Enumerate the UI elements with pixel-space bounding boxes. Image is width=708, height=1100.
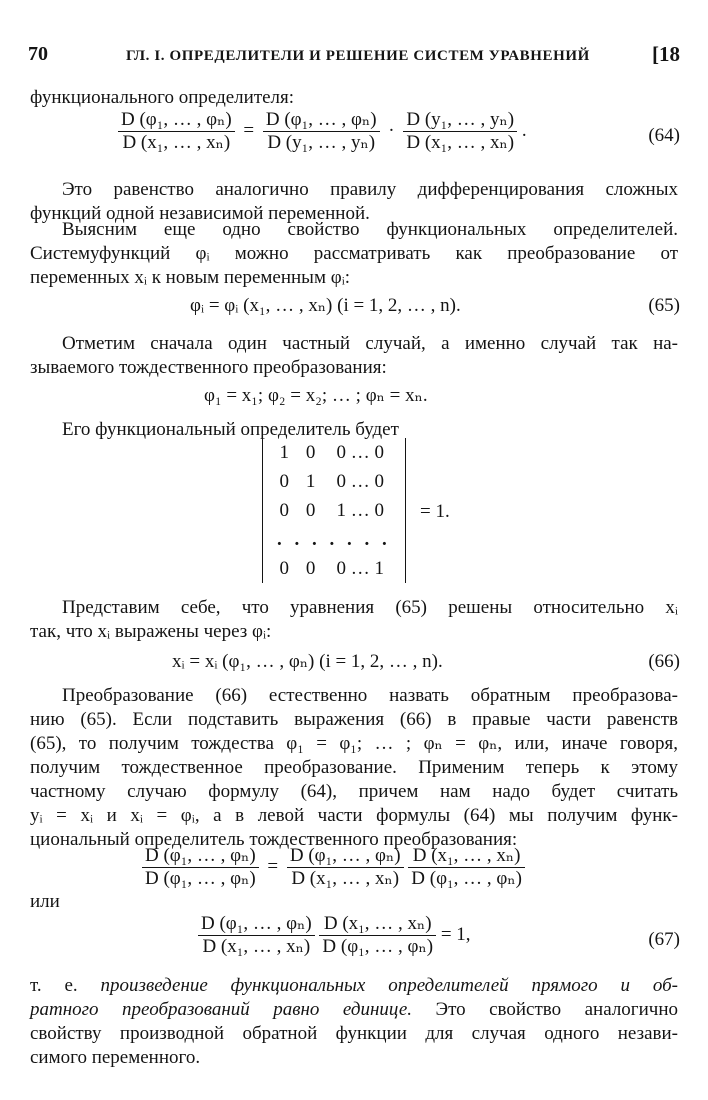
det-cell: 0 bbox=[279, 557, 289, 579]
equation-65: φᵢ = φᵢ (x₁, … , xₙ) (i = 1, 2, … , n). bbox=[190, 295, 461, 316]
fraction bbox=[118, 110, 235, 153]
denominator: D (x₁, … , xₙ) bbox=[291, 868, 400, 889]
det-cell: 0 bbox=[305, 499, 316, 521]
det-cell: 0 bbox=[279, 499, 289, 521]
numerator: D (φ₁, … , φₙ) bbox=[263, 110, 380, 132]
italic-statement: ратного преобразований равно единице. bbox=[30, 999, 413, 1020]
text-line: Системуфункций φᵢ можно рассматривать как преобразование от bbox=[30, 243, 678, 264]
text-line: Выясним еще одно свойство функциональных определителей. bbox=[62, 219, 678, 240]
det-cell: 0 bbox=[305, 557, 316, 579]
text-line: частному случаю формулу (64), причем нам надо будет считать bbox=[30, 781, 678, 802]
fraction bbox=[263, 110, 380, 153]
denominator: D (x₁, … , xₙ) bbox=[202, 936, 311, 957]
det-cell: 0 … 1 bbox=[336, 557, 384, 579]
text-line bbox=[30, 998, 678, 1022]
text-line: нию (65). Если подставить выражения (66) в правые части равенств bbox=[30, 709, 678, 730]
numerator: D (x₁, … , xₙ) bbox=[408, 846, 525, 868]
page-number: 70 bbox=[28, 43, 48, 65]
text-line: (65), то получим тождества φ₁ = φ₁; … ; φₙ = φₙ, или, иначе говоря, bbox=[30, 733, 678, 754]
equation-64: $\frac{\text{D (φ₁, … , φₙ)}}{\text{D (x₁, … , xₙ)}}$ = $\frac{\text{D (φ₁, … , φₙ)}}{\text{D (y₁, … , yₙ)}}$ · $\frac{\text{D (y₁, … , yₙ)}}{\text{D (x₁, … , xₙ)}}$ . bbox=[118, 110, 527, 153]
paragraph-5 bbox=[30, 596, 678, 644]
text-line: циональный определитель тождественного преобразования: bbox=[30, 829, 518, 850]
text-line: yᵢ = xᵢ и xᵢ = φᵢ, а в левой части формулы (64) мы получим функ- bbox=[30, 805, 678, 826]
text-line: так, что xᵢ выражены через φᵢ: bbox=[30, 621, 272, 642]
text-line: свойству производной обратной функции для случая одного незави- bbox=[30, 1023, 678, 1044]
fraction bbox=[142, 846, 259, 889]
fraction bbox=[319, 914, 436, 957]
identity-transform-equation: φ₁ = x₁; φ₂ = x₂; … ; φₙ = xₙ. bbox=[204, 385, 428, 406]
running-title: ГЛ. I. ОПРЕДЕЛИТЕЛИ И РЕШЕНИЕ СИСТЕМ УРАВНЕНИЙ bbox=[126, 48, 590, 64]
det-dots-row: . . . . . . . bbox=[277, 528, 391, 550]
denominator: D (φ₁, … , φₙ) bbox=[322, 936, 434, 957]
fraction bbox=[287, 846, 404, 889]
or-line: или bbox=[30, 891, 60, 912]
det-cell: 1 bbox=[279, 441, 289, 463]
text-line: Преобразование (66) естественно назвать обратным преобразова- bbox=[62, 685, 678, 706]
equation-rhs: = 1, bbox=[440, 923, 471, 945]
numerator: D (φ₁, … , φₙ) bbox=[198, 914, 315, 936]
section-number: [18 bbox=[652, 42, 680, 66]
det-cell: 0 … 0 bbox=[336, 470, 384, 492]
equation-number-65: (65) bbox=[648, 295, 680, 316]
text-run: Это свойство аналогично bbox=[412, 999, 678, 1020]
det-cell: 1 … 0 bbox=[336, 499, 384, 521]
identity-jacobian-equation: $\frac{\text{D (φ₁, … , φₙ)}}{\text{D (φ₁, … , φₙ)}}$ = $\frac{\text{D (φ₁, … , φₙ)}}{\text{D (x₁, … , xₙ)}}$ $\frac{\text{D (x₁, … , xₙ)}}{\text{D (φ₁, … , φₙ)}}$ bbox=[142, 846, 525, 889]
numerator: D (φ₁, … , φₙ) bbox=[287, 846, 404, 868]
text-line: переменных xᵢ к новым переменным φᵢ: bbox=[30, 267, 351, 288]
equation-number-67: (67) bbox=[648, 929, 680, 950]
text-line: получим тождественное преобразование. Применим теперь к этому bbox=[30, 757, 678, 778]
equation-number-64: (64) bbox=[648, 125, 680, 146]
denominator: D (φ₁, … , φₙ) bbox=[145, 868, 256, 889]
det-cell: 1 bbox=[305, 470, 316, 492]
text-line: зываемого тождественного преобразования: bbox=[30, 357, 387, 378]
text-line: симого переменного. bbox=[30, 1047, 201, 1068]
text-line: Это равенство аналогично правилу дифференцирования сложных bbox=[62, 179, 678, 200]
det-cell: 0 bbox=[279, 470, 289, 492]
equation-66: xᵢ = xᵢ (φ₁, … , φₙ) (i = 1, 2, … , n). bbox=[172, 651, 443, 672]
paragraph-2 bbox=[30, 218, 678, 290]
det-cell: 0 bbox=[305, 441, 316, 463]
fraction bbox=[403, 110, 517, 153]
denominator: D (x₁, … , xₙ) bbox=[122, 132, 231, 153]
running-header bbox=[28, 42, 680, 68]
det-cell: 0 … 0 bbox=[336, 441, 384, 463]
determinant-result: = 1. bbox=[420, 501, 450, 522]
text-line: функций одной независимой переменной. bbox=[30, 203, 370, 224]
fraction bbox=[198, 914, 315, 957]
paragraph-7 bbox=[30, 974, 678, 1070]
fraction bbox=[408, 846, 525, 889]
numerator: D (φ₁, … , φₙ) bbox=[118, 110, 235, 132]
intro-line: функционального определителя: bbox=[30, 87, 295, 108]
denominator: D (φ₁, … , φₙ) bbox=[411, 868, 522, 889]
paragraph-6 bbox=[30, 684, 678, 852]
identity-determinant bbox=[262, 438, 406, 583]
numerator: D (y₁, … , yₙ) bbox=[403, 110, 517, 132]
text-line: Его функциональный определитель будет bbox=[62, 419, 399, 440]
denominator: D (y₁, … , yₙ) bbox=[267, 132, 376, 153]
text-line: Отметим сначала один частный случай, а именно случай так на- bbox=[62, 333, 678, 354]
paragraph-3 bbox=[30, 332, 678, 380]
numerator: D (φ₁, … , φₙ) bbox=[142, 846, 259, 868]
text-line: Представим себе, что уравнения (65) решены относительно xᵢ bbox=[62, 597, 678, 618]
denominator: D (x₁, … , xₙ) bbox=[406, 132, 515, 153]
text-run: т. е. bbox=[30, 975, 101, 996]
numerator: D (x₁, … , xₙ) bbox=[319, 914, 436, 936]
equation-number-66: (66) bbox=[648, 651, 680, 672]
equation-67 bbox=[198, 914, 471, 957]
text-line bbox=[30, 974, 678, 998]
italic-statement: произведение функциональных определителей прямого и об- bbox=[100, 975, 678, 996]
